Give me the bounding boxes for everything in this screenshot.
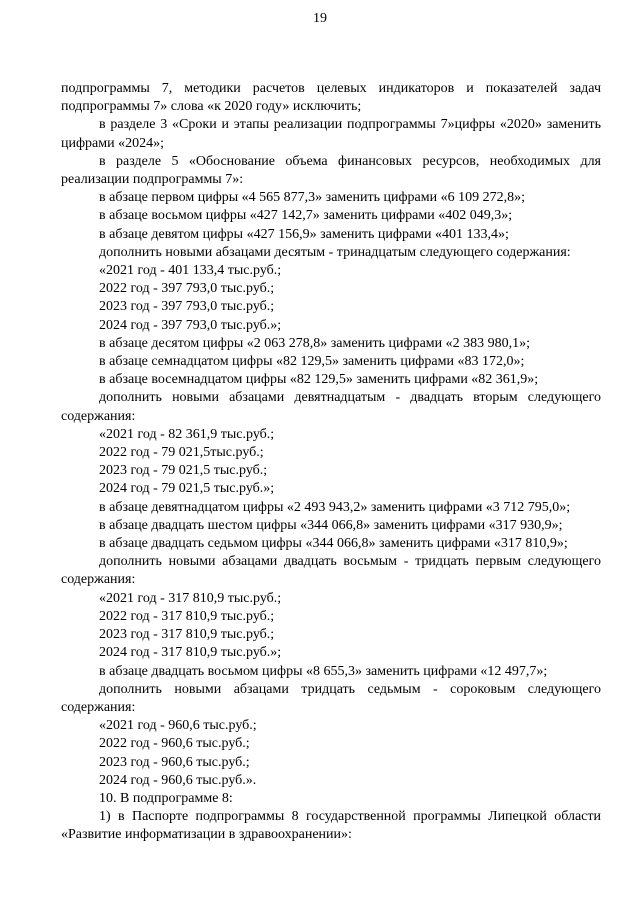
paragraph: в абзаце двадцать седьмом цифры «344 066,8» заменить цифрами «317 810,9»; <box>99 536 568 552</box>
amount-line: «2021 год - 317 810,9 тыс.руб.; <box>99 590 282 606</box>
amount-line: 2022 год - 79 021,5тыс.руб.; <box>99 445 264 461</box>
amendment-line: 10. В подпрограмме 8: <box>99 790 233 806</box>
amount-line: 2024 год - 79 021,5 тыс.руб.»; <box>99 481 275 497</box>
amount-line: 2022 год - 317 810,9 тыс.руб.; <box>99 608 275 624</box>
paragraph: дополнить новыми абзацами тридцать седьмым - сороковым следующего содержания: <box>61 681 601 715</box>
paragraph: дополнить новыми абзацами десятым - тринадцатым следующего содержания: <box>99 244 571 260</box>
amount-line: 2024 год - 960,6 тыс.руб.». <box>99 772 257 788</box>
amendment-line: в абзаце первом цифры «4 565 877,3» заменить цифрами «6 109 272,8»; <box>99 190 525 206</box>
amount-line: 2023 год - 79 021,5 тыс.руб.; <box>99 463 268 479</box>
amount-line: 2023 год - 317 810,9 тыс.руб.; <box>99 627 275 643</box>
amount-line: 2023 год - 397 793,0 тыс.руб.; <box>99 299 275 315</box>
amendment-line: в абзаце двадцать восьмом цифры «8 655,3» заменить цифрами «12 497,7»; <box>99 663 548 679</box>
amount-line: 2022 год - 397 793,0 тыс.руб.; <box>99 281 275 297</box>
amount-line: 2023 год - 960,6 тыс.руб.; <box>99 754 250 770</box>
amendment-line: в абзаце двадцать шестом цифры «344 066,8» заменить цифрами «317 930,9»; <box>99 517 563 533</box>
amount-line: 2024 год - 397 793,0 тыс.руб.»; <box>99 317 282 333</box>
page-number: 19 <box>313 11 327 26</box>
paragraph: дополнить новыми абзацами двадцать восьмым - тридцать первым следующего содержания: <box>61 554 601 588</box>
paragraph: дополнить новыми абзацами девятнадцатым - двадцать вторым следующего содержания: <box>61 390 601 424</box>
document-body <box>61 80 601 845</box>
paragraph: в разделе 3 «Сроки и этапы реализации подпрограммы 7»цифры «2020» заменить цифрами «2024»; <box>61 117 601 151</box>
paragraph: подпрограммы 7, методики расчетов целевых индикаторов и показателей задач подпрограммы 7» слова «к 2020 году» исключить; <box>61 81 601 115</box>
amount-line: 2024 год - 317 810,9 тыс.руб.»; <box>99 645 282 661</box>
amendment-line: в абзаце восьмом цифры «427 142,7» заменить цифрами «402 049,3»; <box>99 208 513 224</box>
amendment-line: в абзаце семнадцатом цифры «82 129,5» заменить цифрами «83 172,0»; <box>99 354 525 370</box>
amount-line: «2021 год - 960,6 тыс.руб.; <box>99 718 257 734</box>
amount-line: «2021 год - 82 361,9 тыс.руб.; <box>99 426 275 442</box>
amount-line: «2021 год - 401 133,4 тыс.руб.; <box>99 263 282 279</box>
amendment-line: в абзаце восемнадцатом цифры «82 129,5» заменить цифрами «82 361,9»; <box>99 372 539 388</box>
amendment-line: в абзаце девятом цифры «427 156,9» заменить цифрами «401 133,4»; <box>99 226 509 242</box>
paragraph: 1) в Паспорте подпрограммы 8 государственной программы Липецкой области «Развитие информатизации в здравоохранении»: <box>61 809 601 843</box>
amendment-line: в абзаце десятом цифры «2 063 278,8» заменить цифрами «2 383 980,1»; <box>99 335 531 351</box>
paragraph: в разделе 5 «Обоснование объема финансовых ресурсов, необходимых для реализации подпрограммы 7»: <box>61 153 601 188</box>
amount-line: 2022 год - 960,6 тыс.руб.; <box>99 736 250 752</box>
paragraph: в абзаце девятнадцатом цифры «2 493 943,2» заменить цифрами «3 712 795,0»; <box>99 499 571 515</box>
